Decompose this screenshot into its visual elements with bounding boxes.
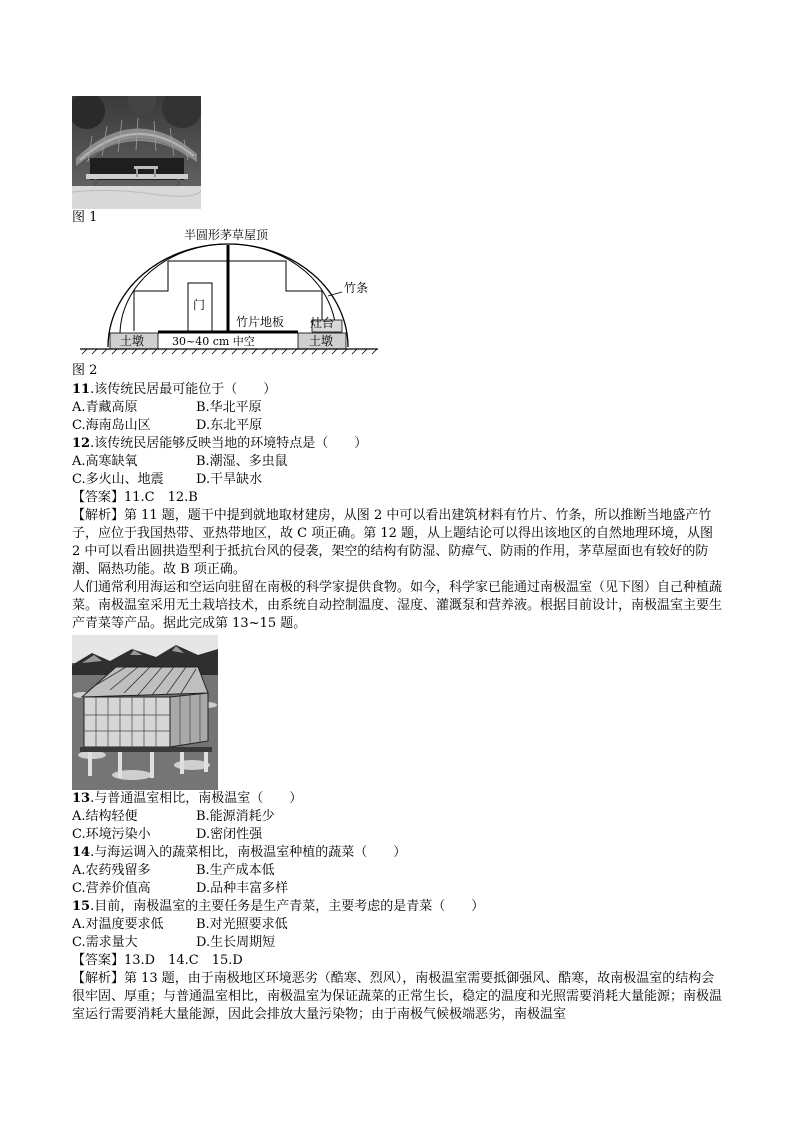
options-row — [72, 880, 722, 898]
options-row — [72, 453, 722, 471]
option-b: B.能源消耗少 — [196, 809, 275, 824]
option-b: B.对光照要求低 — [196, 917, 288, 932]
mound-right-label: 土墩 — [309, 334, 334, 348]
document-page — [72, 96, 722, 1024]
option-d: D.品种丰富多样 — [196, 881, 289, 896]
option-d: D.密闭性强 — [196, 827, 263, 842]
thatched-hut-photo — [72, 96, 201, 209]
option-c: C.多火山、地震 — [72, 472, 164, 487]
options-row — [72, 808, 722, 826]
question-stem: .目前，南极温室的主要任务是生产青菜，主要考虑的是青菜（ ） — [90, 899, 485, 914]
question-number: 11 — [72, 382, 91, 397]
option-a: A.高寒缺氧 — [72, 454, 138, 469]
answer-11-12: 【答案】11.C 12.B — [72, 490, 198, 505]
option-c: C.需求量大 — [72, 935, 138, 950]
question-stem: .该传统民居能够反映当地的环境特点是（ ） — [90, 436, 368, 451]
option-d: D.东北平原 — [196, 418, 263, 433]
question-13 — [72, 790, 722, 808]
options-row — [72, 399, 722, 417]
options-row — [72, 417, 722, 435]
question-stem: .与海运调入的蔬菜相比，南极温室种植的蔬菜（ ） — [90, 845, 407, 860]
gap-label: 30~40 cm 中空 — [172, 335, 255, 348]
option-a: A.青藏高原 — [72, 400, 138, 415]
options-row — [72, 916, 722, 934]
option-d: D.生长周期短 — [196, 935, 276, 950]
question-number: 15 — [72, 899, 91, 914]
mound-left-label: 土墩 — [120, 334, 145, 348]
option-b: B.潮湿、多虫鼠 — [196, 454, 288, 469]
door-label: 门 — [193, 298, 206, 312]
options-row — [72, 826, 722, 844]
option-b: B.生产成本低 — [196, 863, 275, 878]
option-a: A.农药残留多 — [72, 863, 151, 878]
option-c: C.营养价值高 — [72, 881, 151, 896]
option-a: A.结构轻便 — [72, 809, 138, 824]
intro-13-15: 人们通常利用海运和空运向驻留在南极的科学家提供食物。如今，科学家已能通过南极温室（见下图）自己种植蔬菜。南极温室采用无土栽培技术，由系统自动控制温度、湿度、灌溉泵和营养液。根据目前设计，南极温室主要生产青菜等产品。据此完成第 13~15 题。 — [72, 580, 723, 631]
option-b: B.华北平原 — [196, 400, 262, 415]
question-15 — [72, 898, 722, 916]
roof-label: 半圆形茅草屋顶 — [184, 228, 269, 242]
options-row — [72, 862, 722, 880]
question-number: 14 — [72, 845, 91, 860]
question-stem: .该传统民居最可能位于（ ） — [90, 382, 277, 397]
figure-2-caption: 图 2 — [72, 363, 98, 378]
analysis-11-12: 【解析】第 11 题，题干中提到就地取材建房，从图 2 中可以看出建筑材料有竹片、竹条，所以推断当地盛产竹子，应位于我国热带、亚热带地区，故 C 项正确。第 12 题，从上题结论可以得出该地区的自然地理环境，从图 2 中可以看出圆拱造型利于抵抗台风的侵袭，架空的结构有防湿、防瘴气、防雨的作用，茅草屋面也有较好的防潮、隔热功能。故 B 项正确。 — [72, 508, 714, 577]
options-row — [72, 934, 722, 952]
answer-13-15: 【答案】13.D 14.C 15.D — [72, 953, 243, 968]
option-c: C.环境污染小 — [72, 827, 151, 842]
analysis-13-15: 【解析】第 13 题，由于南极地区环境恶劣（酷寒、烈风），南极温室需要抵御强风、酷寒，故南极温室的结构会很牢固、厚重；与普通温室相比，南极温室为保证蔬菜的正常生长，稳定的温度和光照需要消耗大量能源；南极温室运行需要消耗大量能源，因此会排放大量污染物；由于南极气候极端恶劣，南极温室 — [72, 971, 723, 1022]
question-12 — [72, 435, 722, 453]
stove-label: 灶台 — [310, 316, 335, 330]
house-cross-section-diagram — [72, 228, 382, 362]
question-11 — [72, 381, 722, 399]
option-a: A.对温度要求低 — [72, 917, 164, 932]
antarctic-greenhouse-photo — [72, 635, 218, 790]
figure-1-caption: 图 1 — [72, 210, 98, 225]
floor-label: 竹片地板 — [236, 315, 285, 329]
question-14 — [72, 844, 722, 862]
question-number: 12 — [72, 436, 91, 451]
bamboo-strip-label: 竹条 — [344, 281, 369, 295]
option-c: C.海南岛山区 — [72, 418, 151, 433]
options-row — [72, 471, 722, 489]
option-d: D.干旱缺水 — [196, 472, 263, 487]
question-stem: .与普通温室相比，南极温室（ ） — [90, 791, 303, 806]
question-number: 13 — [72, 791, 91, 806]
